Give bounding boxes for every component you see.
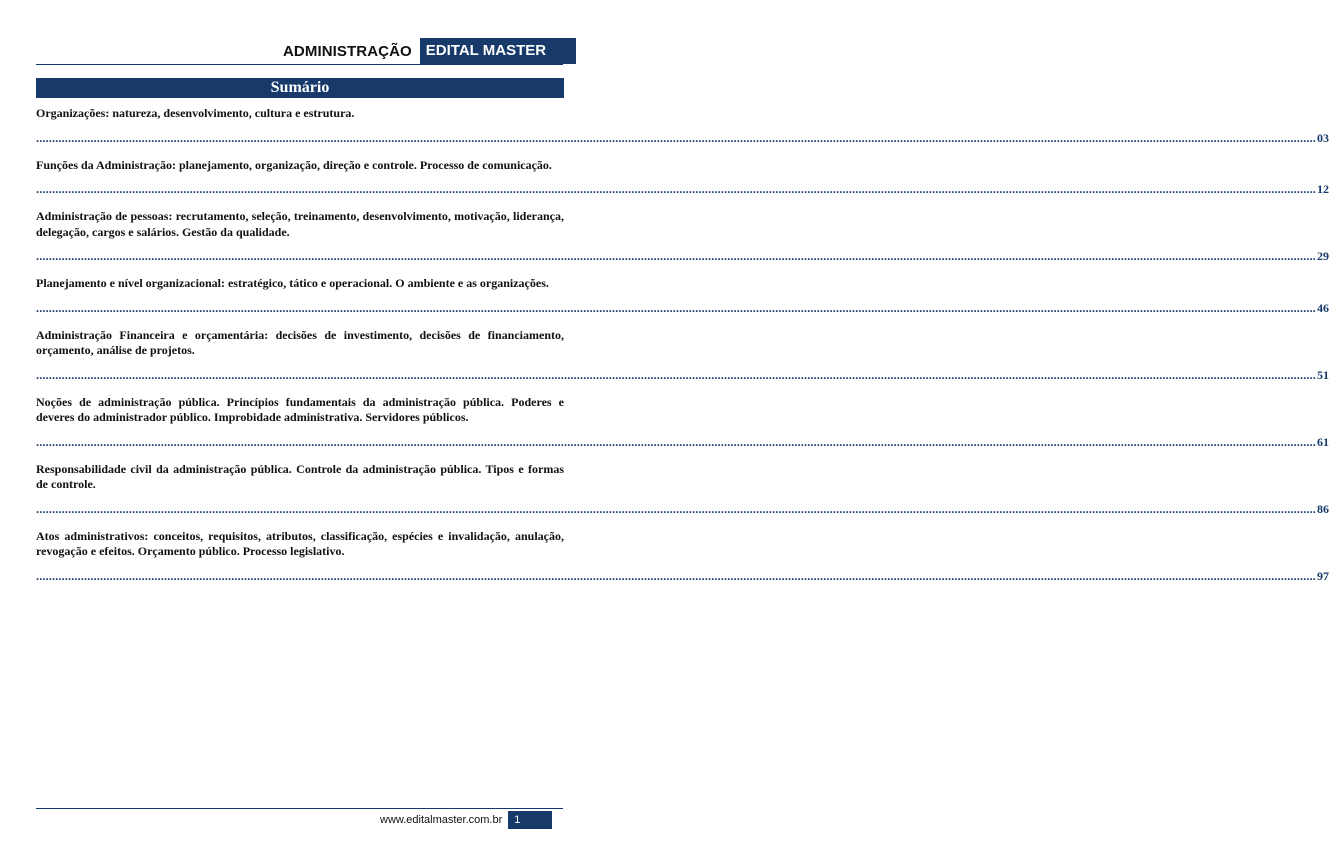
toc-page-number: 46 — [1317, 300, 1329, 315]
toc-entry-text: Planejamento e nível organizacional: estratégico, tático e operacional. O ambiente e as organizações. — [36, 276, 549, 290]
dot-leader: ................................................................................................................................................................................................................................................................................................................................................................................................................ — [36, 300, 1316, 315]
dot-leader: ................................................................................................................................................................................................................................................................................................................................................................................................................ — [36, 182, 1316, 196]
page-footer — [380, 811, 552, 829]
toc-page-number: 61 — [1317, 434, 1329, 449]
toc-leader — [36, 367, 1329, 383]
footer-divider — [36, 808, 563, 809]
dot-leader: ................................................................................................................................................................................................................................................................................................................................................................................................................ — [36, 249, 1316, 263]
table-of-contents — [36, 106, 1329, 596]
toc-leader — [36, 249, 1329, 264]
toc-entry-text: Organizações: natureza, desenvolvimento, cultura e estrutura. — [36, 106, 355, 120]
footer-website[interactable]: www.editalmaster.com.br — [380, 814, 503, 826]
toc-entry[interactable] — [36, 276, 1329, 316]
toc-entry-text: Noções de administração pública. Princípios fundamentais da administração pública. Poderes e deveres do administrador público. Improbidade administrativa. Servidores públicos. — [36, 394, 564, 424]
toc-leader — [36, 568, 1329, 584]
footer-page-number: 1 — [508, 811, 552, 829]
toc-page-number: 03 — [1317, 130, 1329, 145]
toc-entry-text: Administração Financeira e orçamentária: decisões de investimento, decisões de financiamento, orçamento, análise de projetos. — [36, 327, 564, 357]
header-divider — [36, 64, 563, 65]
dot-leader: ................................................................................................................................................................................................................................................................................................................................................................................................................ — [36, 501, 1316, 516]
dot-leader: ................................................................................................................................................................................................................................................................................................................................................................................................................ — [36, 367, 1316, 382]
toc-entry[interactable] — [36, 528, 1329, 584]
toc-entry[interactable] — [36, 209, 1329, 264]
dot-leader: ................................................................................................................................................................................................................................................................................................................................................................................................................ — [36, 434, 1316, 449]
toc-page-number: 12 — [1317, 182, 1329, 196]
toc-entry-text: Funções da Administração: planejamento, organização, direção e controle. Processo de comunicação. — [36, 157, 552, 172]
toc-title: Sumário — [36, 78, 564, 98]
toc-leader — [36, 130, 1329, 146]
toc-entry[interactable] — [36, 327, 1329, 383]
toc-entry-text: Responsabilidade civil da administração pública. Controle da administração pública. Tipos e formas de controle. — [36, 461, 564, 491]
toc-leader — [36, 182, 1329, 197]
dot-leader: ................................................................................................................................................................................................................................................................................................................................................................................................................ — [36, 130, 1316, 145]
toc-entry-text: Atos administrativos: conceitos, requisitos, atributos, classificação, espécies e invalidação, anulação, revogação e efeitos. Orçamento público. Processo legislativo. — [36, 528, 564, 558]
toc-entry[interactable] — [36, 461, 1329, 517]
toc-page-number: 86 — [1317, 501, 1329, 516]
toc-entry-text: Administração de pessoas: recrutamento, seleção, treinamento, desenvolvimento, motivação, liderança, delegação, cargos e salários. Gestão da qualidade. — [36, 209, 564, 239]
header-brand: EDITAL MASTER — [420, 38, 576, 64]
toc-entry[interactable] — [36, 157, 1329, 198]
toc-entry[interactable] — [36, 106, 1329, 146]
toc-entry[interactable] — [36, 394, 1329, 450]
toc-leader — [36, 434, 1329, 450]
toc-page-number: 97 — [1317, 568, 1329, 583]
toc-leader — [36, 501, 1329, 517]
toc-leader — [36, 300, 1329, 316]
dot-leader: ................................................................................................................................................................................................................................................................................................................................................................................................................ — [36, 568, 1316, 583]
header-subject: ADMINISTRAÇÃO — [283, 42, 412, 60]
toc-page-number: 51 — [1317, 367, 1329, 382]
page-header — [283, 38, 576, 64]
toc-page-number: 29 — [1317, 249, 1329, 263]
